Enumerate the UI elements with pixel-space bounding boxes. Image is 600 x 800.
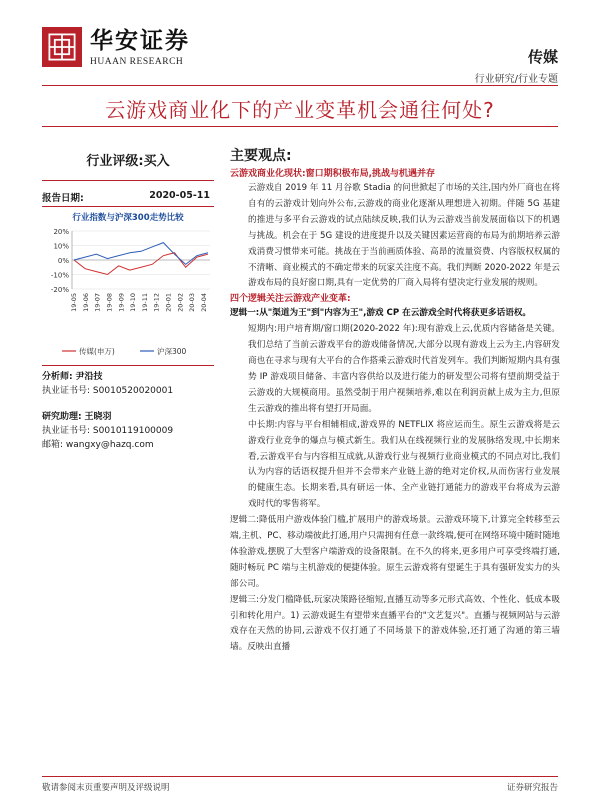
- chart-title: 行业指数与沪深300走势比较: [72, 213, 184, 223]
- legend-label: 沪深300: [157, 347, 187, 356]
- industry-rating: 行业评级:买入: [86, 154, 170, 169]
- divider: [42, 206, 214, 207]
- header-divider: [42, 85, 558, 86]
- logo-subtitle: HUAAN RESEARCH: [90, 57, 184, 67]
- y-tick-label: 0%: [57, 257, 69, 265]
- sector-name: 传媒: [527, 48, 558, 66]
- series-line: [74, 243, 208, 265]
- report-date-row: [42, 190, 214, 204]
- y-tick-label: 10%: [53, 242, 69, 251]
- assistant-block: [42, 410, 214, 452]
- date-label: 报告日期:: [42, 193, 84, 204]
- x-tick-label: 19-06: [81, 293, 90, 312]
- paragraph-text: 短期内:用户培育期/窗口期(2020-2022 年):现有游戏上云,优质内容储备是关键。我们总结了当前云游戏平台的游戏储备情况,大部分以现有游戏上云为主,内容研发商也在寻求与现有大平台的合作搭乘云游戏时代首发列车。我们判断短期内具有强势 IP 游戏项目储备、丰富内容供给以及进行能力的研发型公司将有望前期受益于云游戏的大规模商用。虽然受制于用户视频培养,难以在利润贡献上成为主力,但原生云游戏的推出将有望打开局面。: [248, 324, 560, 414]
- chart-svg: [42, 225, 214, 365]
- section-heading: 云游戏商业化现状:窗口期积极布局,挑战与机遇并存: [230, 169, 436, 179]
- x-tick-label: 19-11: [140, 293, 149, 312]
- x-tick-label: 20-01: [164, 293, 173, 312]
- divider: [42, 180, 214, 181]
- paragraph-text: 逻辑三:分发门槛降低,玩家决策路径缩短,直播互动等多元形式高效、个性化、低成本吸引和转化用户。1) 云游戏诞生有望带来直播平台的"文艺复兴"。直播与视频网站与云游戏存在天然的协同,云游戏不仅打通了不同场景下的游戏体验,还打通了沟通的第三墙墙。反映出直播: [230, 594, 560, 653]
- title-divider: [42, 126, 558, 127]
- y-tick-label: 20%: [53, 228, 69, 236]
- main-content: [230, 145, 560, 656]
- email-label: 邮箱:: [42, 440, 64, 450]
- cert-label: 执业证书号:: [42, 386, 91, 396]
- x-tick-label: 19-07: [93, 293, 102, 312]
- cert-label: 执业证书号:: [42, 426, 91, 436]
- x-tick-label: 19-09: [117, 293, 126, 312]
- cert-number: S0010520020001: [92, 386, 174, 396]
- email-address[interactable]: wangxy@hazq.com: [65, 440, 154, 450]
- x-tick-label: 19-05: [70, 293, 78, 312]
- x-tick-label: 20-03: [188, 293, 197, 312]
- main-points-heading: 主要观点:: [230, 148, 292, 164]
- footer-disclaimer: 敬请参阅末页重要声明及评级说明: [42, 783, 170, 793]
- paragraph: [230, 181, 560, 292]
- paragraph: [230, 418, 560, 513]
- section-heading: 四个逻辑关注云游戏产业变革:: [230, 294, 351, 305]
- footer-label: 证券研究报告: [506, 783, 558, 793]
- analyst-label: 分析师:: [42, 372, 73, 382]
- logic-heading: 逻辑一:从"渠道为王"到"内容为王",游戏 CP 在云游戏全时代将获更多话语权。: [230, 308, 532, 319]
- y-tick-label: -10%: [50, 271, 69, 280]
- paragraph-text: 逻辑二:降低用户游戏体验门槛,扩展用户的游戏场景。云游戏环境下,计算完全转移至云端,主机、PC、移动端彼此打通,用户只需拥有任意一款终端,便可在网络环境中随时随地体验游戏,摆脱了大型客户端游戏的设备限制。在不久的将来,更多用户可享受终端打通,随时畅玩 PC 端与主机游戏的便捷体验。原生云游戏将有望诞生于具有强研发实力的头部公司。: [230, 515, 560, 589]
- divider: [42, 365, 214, 366]
- x-tick-label: 20-04: [200, 293, 208, 312]
- paragraph-text: 云游戏自 2019 年 11 月谷歌 Stadia 的问世掀起了市场的关注,国内外厂商也在将自有的云游戏计划向外公布,云游戏的商业化逐渐从理想进入初期。伴随 5G 基建的推进与多平台云游戏的试点陆续反映,我们认为云游戏当前发展面临以下的机遇与挑战。机会在于 5G 建设的进度提升以及关键因素运营商的布局为前期培养云游戏消费习惯带来可能。挑战在于当前画质体验、高昂的流量资费、内容版权权属的不清晰、商业模式的不确定带来的玩家关注度不高。我们判断 2020-2022 年是云游戏布局的良好窗口期,具有一定优势的厂商入局将有望决定行业发展的规则。: [248, 183, 560, 289]
- paragraph: [230, 322, 560, 417]
- huaan-logo-seal-icon: [42, 27, 82, 67]
- legend-label: 传媒(申万): [79, 347, 115, 356]
- footer-divider: [42, 776, 558, 777]
- cert-number: S0010119100009: [92, 426, 174, 436]
- x-tick-label: 19-08: [105, 293, 114, 312]
- logo-text: 华安证券: [90, 27, 190, 54]
- paragraph-text: 中长期:内容与平台相辅相成,游戏界的 NETFLIX 将应运而生。原生云游戏将是云游戏行业竞争的爆点与模式新生。我们从在线视频行业的发展脉络发现,中长期来看,云游戏平台与内容相互成就,从游戏行业与视频行业商业模式的不同点对比,我们认为内容的话语权提升但并不会带来产业链上游的绝对定价权,从而伤害行业发展的健康生态。长期来看,具有研运一体、全产业链打通能力的游戏平台将成为云游戏时代的零售将军。: [248, 419, 560, 510]
- analyst-name: 尹沿技: [75, 372, 103, 382]
- date-value: 2020-05-11: [149, 190, 210, 201]
- y-tick-label: -20%: [50, 286, 69, 294]
- analyst-block: [42, 370, 214, 398]
- x-tick-label: 19-10: [129, 293, 138, 312]
- series-line: [74, 253, 208, 275]
- report-title: 云游戏商业化下的产业变革机会通往何处?: [105, 98, 495, 122]
- x-tick-label: 19-12: [152, 293, 161, 312]
- paragraph: [230, 513, 560, 593]
- paragraph: [230, 593, 560, 657]
- paragraph: [230, 306, 560, 322]
- x-tick-label: 20-02: [176, 293, 185, 312]
- report-header: [0, 0, 600, 92]
- report-type: 行业研究/行业专题: [474, 74, 558, 85]
- assistant-label: 研究助理:: [42, 412, 82, 422]
- assistant-name: 王晓羽: [84, 412, 112, 422]
